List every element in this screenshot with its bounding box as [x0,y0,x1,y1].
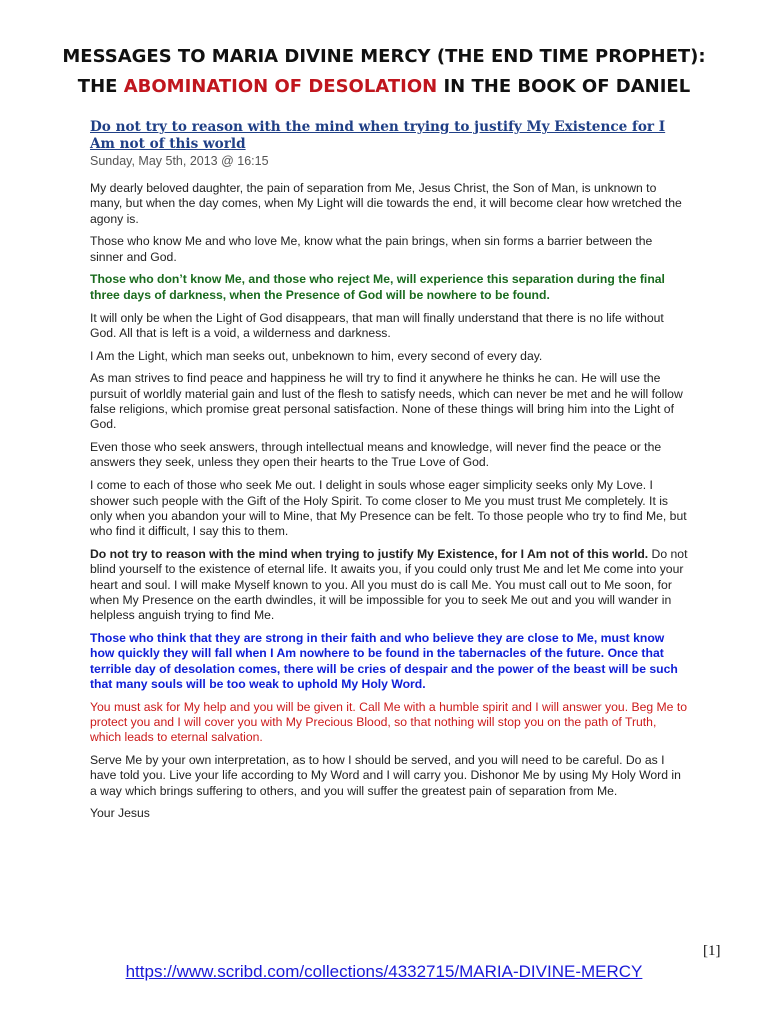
paragraph-4: It will only be when the Light of God disappears, that man will finally understand that there is no life without God. All that is left is a void, a wilderness and darkness. [90,310,664,340]
paragraph-2: Those who know Me and who love Me, know what the pain brings, when sin forms a barrier between the sinner and God. [90,234,653,264]
paragraph-11-red: You must ask for My help and you will be given it. Call Me with a humble spirit and I will answer you. Beg Me to protect you and I will cover you with My Precious Blood, so that nothing will stop you on the path of Truth, which leads to eternal salvation. [90,699,688,745]
paragraph-7: Even those who seek answers, through intellectual means and knowledge, will never find the peace or the answers they seek, unless they open their hearts to the True Love of God. [90,440,662,470]
paragraph-9-bold: Do not try to reason with the mind when trying to justify My Existence, for I Am not of this world. [90,546,649,561]
signoff: Your Jesus [90,806,150,821]
heading-prefix: THE [77,76,124,97]
page-number: [1] [703,943,721,959]
paragraph-10-blue: Those who think that they are strong in their faith and who believe they are close to Me, must know how quickly they will fall when I Am nowhere to be found in the tabernacles of the future. Once that terrible day of desolation comes, there will be cries of despair and the power of the beast will be such that many souls will be too weak to uphold My Holy Word. [90,630,678,691]
heading-suffix: IN THE BOOK OF DANIEL [437,76,691,97]
paragraph-1: My dearly beloved daughter, the pain of separation from Me, Jesus Christ, the Son of Man, is unknown to many, but when the day comes, when My Light will die towards the end, it will become clear how wretched the agony is. [90,181,682,226]
paragraph-12: Serve Me by your own interpretation, as to how I should be served, and you will need to be careful. Do as I have told you. Live your life according to My Word and I will carry you. Dishonor Me by using My Holy Word in a way which brings suffering to others, and you will suffer the greatest pain of separation from Me. [90,753,681,798]
message-body [90,181,688,829]
footer-link[interactable]: https://www.scribd.com/collections/4332715/MARIA-DIVINE-MERCY [125,962,643,981]
paragraph-6: As man strives to find peace and happiness he will try to find it anywhere he thinks he can. He will use the pursuit of worldly material gain and lust of the flesh to satisfy needs, which can never be met and he will follow false religions, which promise great personal satisfaction. None of these things will bring him into the Light of God. [90,371,683,432]
message-date: Sunday, May 5th, 2013 @ 16:15 [90,154,269,168]
paragraph-9-rest: Do not blind yourself to the existence of eternal life. It awaits you, if you could only trust Me and let Me come into your heart and soul. I will make Myself known to you. All you must do is call Me. You must call out to Me soon, for when My Presence on the earth dwindles, it will be impossible for you to seek Me out and you will wander in helpless anguish trying to find Me. [90,546,688,623]
paragraph-9 [90,547,688,623]
heading-highlight: ABOMINATION OF DESOLATION [123,76,438,97]
message-title-link[interactable]: Do not try to reason with the mind when trying to justify My Existence for I Am not of this world [90,119,666,152]
document-heading-line2 [40,76,728,97]
document-heading-line1: MESSAGES TO MARIA DIVINE MERCY (THE END TIME PROPHET): [62,46,706,67]
paragraph-8: I come to each of those who seek Me out. I delight in souls whose eager simplicity seeks only My Love. I shower such people with the Gift of the Holy Spirit. To come closer to Me you must trust Me completely. It is only when you abandon your will to Mine, that My Presence can be felt. To those people who try to find Me, but who find it difficult, I say this to them. [90,478,687,539]
paragraph-5: I Am the Light, which man seeks out, unbeknown to him, every second of every day. [90,348,543,363]
paragraph-3-green: Those who don’t know Me, and those who reject Me, will experience this separation during the final three days of darkness, when the Presence of God will be nowhere to be found. [90,272,665,302]
